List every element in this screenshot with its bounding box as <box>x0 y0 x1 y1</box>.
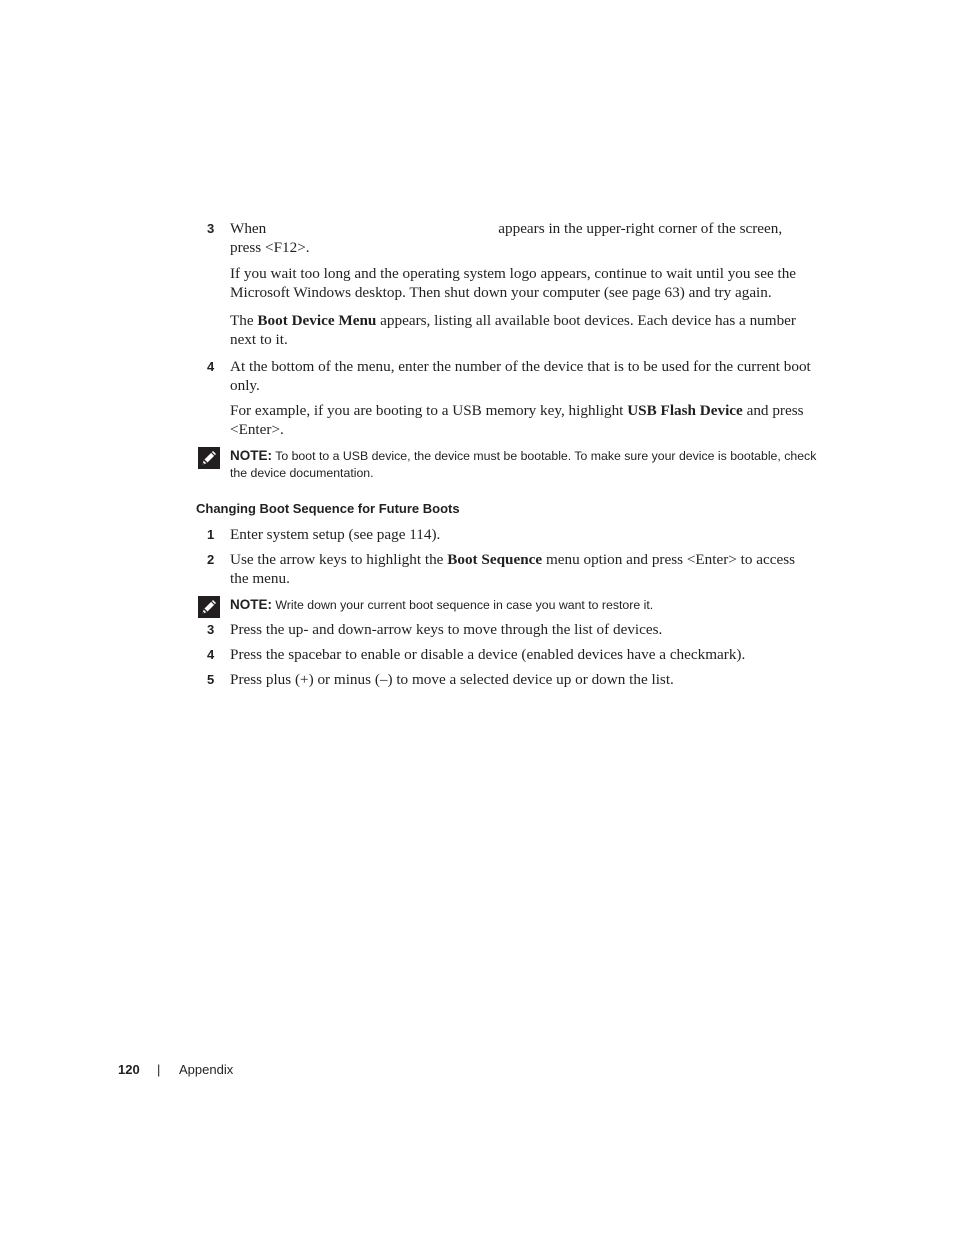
text-run: Use the arrow keys to highlight the <box>230 551 448 568</box>
step-3-boot <box>207 219 817 259</box>
paragraph-boot-device-menu <box>230 311 815 349</box>
step-1-setup <box>207 525 817 544</box>
note-text <box>230 596 818 614</box>
step-text <box>230 219 815 257</box>
step-number: 3 <box>207 622 215 637</box>
step-4-spacebar <box>207 645 817 664</box>
step-text: At the bottom of the menu, enter the number of the device that is to be used for the current boot only. <box>230 358 811 394</box>
paragraph-example <box>230 401 815 439</box>
note-usb-bootable <box>198 447 818 483</box>
step-text-corner: appears in the upper-right corner of the screen, <box>498 220 783 237</box>
term-usb-flash-device: USB Flash Device <box>627 402 743 419</box>
note-label: NOTE: <box>230 448 272 463</box>
step-number: 5 <box>207 672 215 687</box>
note-body: Write down your current boot sequence in case you want to restore it. <box>272 598 654 612</box>
text-run: menu option and press <Enter> to access the menu. <box>230 551 796 587</box>
note-write-down <box>198 596 818 618</box>
text-run: appears, listing all available boot devices. Each device has a number next to it. <box>230 312 796 348</box>
text-run: For example, if you are booting to a USB memory key, highlight <box>230 402 628 419</box>
step-number: 4 <box>207 359 215 374</box>
section-heading: Changing Boot Sequence for Future Boots <box>196 501 460 516</box>
step-number: 1 <box>207 527 215 542</box>
page-number: 120 <box>118 1062 140 1077</box>
step-number: 2 <box>207 552 215 567</box>
footer-separator: | <box>157 1062 161 1077</box>
step-text: Press the spacebar to enable or disable a device (enabled devices have a checkmark). <box>230 646 746 663</box>
note-body: To boot to a USB device, the device must be bootable. To make sure your device is bootable, check the device documentation. <box>230 449 817 480</box>
note-label: NOTE: <box>230 597 272 612</box>
term-boot-sequence: Boot Sequence <box>447 551 543 568</box>
step-text <box>230 550 815 588</box>
step-text-when: When <box>230 220 267 237</box>
text-run: and press <Enter>. <box>230 402 804 438</box>
step-number: 4 <box>207 647 215 662</box>
step-text: Enter system setup (see page 114). <box>230 526 441 543</box>
step-3-navigate <box>207 620 817 639</box>
step-2-boot-sequence <box>207 550 817 590</box>
text-run: The <box>230 312 258 329</box>
paragraph-wait: If you wait too long and the operating system logo appears, continue to wait until you see the Microsoft Windows desktop. Then shut down your computer (see page 63) and try again. <box>230 265 797 301</box>
footer-section: Appendix <box>179 1062 234 1077</box>
step-5-plus-minus <box>207 670 817 689</box>
step-text: Press plus (+) or minus (–) to move a selected device up or down the list. <box>230 671 674 688</box>
note-text <box>230 447 818 482</box>
pencil-note-icon <box>198 447 220 469</box>
term-boot-device-menu: Boot Device Menu <box>257 312 377 329</box>
pencil-note-icon <box>198 596 220 618</box>
step-4-menu <box>207 357 817 397</box>
step-number: 3 <box>207 221 215 236</box>
step-text: Press the up- and down-arrow keys to move through the list of devices. <box>230 621 663 638</box>
step-text-press: press <F12>. <box>230 239 310 256</box>
